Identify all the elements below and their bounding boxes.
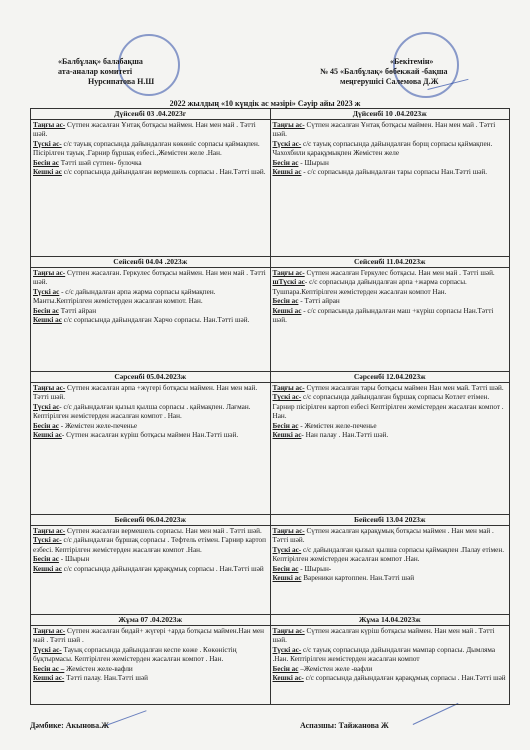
meal-text: Пісірілген тауық .Гарнир бұршақ езбесі.,Жемістен желе .Нан.: [33, 149, 222, 158]
day-header: Дүйсенбі 10 .04.2023ж: [270, 109, 510, 120]
day-menu-cell: [270, 383, 510, 515]
day-header: Жұма 14.04.2023ж: [270, 615, 510, 626]
meal-line: [273, 307, 508, 326]
meal-line: [33, 565, 268, 574]
meal-line: [273, 393, 508, 421]
meal-label: Бесін ас: [272, 564, 299, 573]
meal-line: [273, 422, 508, 431]
meal-text: с/с дайындалған бұршақ сорпасы . Тефтель етімен. Гарнир картоп езбесі. Кептірілген жемістерден жасалған компот .Нан.: [33, 536, 266, 554]
meal-label: Түскі ас: [33, 287, 60, 296]
meal-text: с/с сорпасында дайындалған вермешель сорпасы . Нан.Тәтті шәй.: [61, 168, 266, 177]
meal-label: Түскі ас-: [272, 545, 302, 554]
meal-label: Кешкі ас: [272, 431, 302, 440]
meal-text: - с/с сорпасында дайындалған арпа +жарма сорпасы. Тушпара.Кептірілген жемістерден жасалған компот Нан.: [272, 278, 467, 296]
day-header: Дүйсенбі 03 .04.2023г: [31, 109, 271, 120]
meal-label: Кешкі ас: [33, 316, 62, 325]
day-menu-row: [31, 120, 510, 257]
meal-text: Тәтті палау. Нан.Тәтті шәй: [64, 674, 148, 683]
meal-label: Таңғы ас-: [272, 384, 305, 392]
day-menu-cell: [31, 120, 271, 257]
director-approval: [320, 57, 447, 87]
meal-line: [33, 627, 268, 646]
meal-line: [33, 422, 268, 431]
meal-text: Тәтті айран: [58, 306, 97, 315]
day-header-row: [31, 615, 510, 626]
meal-text: Вареники картоппен. Нан.Тәтті шәй: [301, 574, 415, 583]
day-menu-cell: [270, 120, 510, 257]
meal-line: [273, 168, 508, 177]
meal-line: [33, 269, 268, 288]
meal-line: [33, 121, 268, 140]
day-menu-row: [31, 268, 510, 372]
meal-text: Тауық сорпасында дайындалған кеспе көже . Көкөністің бұқтырмасы. Кептірілген жемістерден жасалған компот . Нан.: [33, 645, 237, 664]
approval-line-3: меңгерушісі Салемова Д.Ж: [340, 77, 439, 86]
meal-label: Түскі ас-: [272, 645, 302, 654]
day-header: Бейсенбі 06.04.2023ж: [31, 515, 271, 526]
meal-line: [33, 307, 268, 316]
meal-text: - Тәтті айран: [298, 297, 340, 306]
meal-label: Кешкі ас-: [33, 674, 65, 683]
meal-label: Бесін ас: [33, 421, 59, 430]
meal-label: Түскі ас-: [33, 645, 62, 654]
committee-line-2: ата-аналар комитеті: [58, 67, 133, 76]
meal-text: Сүтпен жасалған вермешель сорпасы. Нан мен май . Тәтті шәй.: [65, 527, 262, 535]
meal-label: Таңғы ас-: [272, 527, 305, 535]
meal-label: Таңғы ас-: [272, 121, 305, 129]
meal-text: с/с сорпасында дайындалған Харчо сорпасы. Нан.Тәтті шәй.: [61, 316, 250, 325]
meal-label: Кешкі ас-: [272, 674, 304, 683]
meal-text: Сүтпен жасалған. Геркулес ботқасы маймен. Нан мен май . Тәтті шәй.: [33, 269, 266, 287]
meal-label: Бесін ас: [272, 297, 299, 306]
day-menu-cell: [270, 268, 510, 372]
meal-line: [273, 527, 508, 546]
meal-label: Түскі ас-: [272, 139, 302, 148]
day-header-row: [31, 372, 510, 383]
meal-line: [273, 546, 508, 565]
meal-text: Сүтпен жасалған бидай+ жүгері +арда ботқасы маймен.Нан мен май . Тәтті шәй .: [33, 627, 265, 645]
day-header-row: [31, 257, 510, 268]
meal-text: с/с сорпасында дайындалған қарақұмық сорпасы . Нан.Тәтті шәй: [61, 564, 264, 573]
meal-label: Таңғы ас-: [272, 627, 305, 635]
day-header: Сейсенбі 11.04.2023ж: [270, 257, 510, 268]
meal-text: - с/с сорпасында дайындалған тары сорпасы Нан.Тәтті шәй.: [301, 168, 488, 177]
meal-label: Кешкі ас: [272, 574, 302, 583]
meal-text: с/с сорпасында дайындалған қарақұмық сорпасы . Нан.Тәтті шәй: [303, 674, 506, 683]
day-menu-row: [31, 383, 510, 515]
meal-line: [273, 431, 508, 440]
meal-label: Бесін ас: [33, 555, 59, 564]
meal-text: - с/с сорпасында дайындалған маш +күріш сорпасы Нан.Тәтті шәй.: [272, 306, 494, 325]
meal-line: [33, 384, 268, 403]
day-header: Жұма 07 .04.2023ж: [31, 615, 271, 626]
meal-text: с/с дайындалған қызыл қылша сорпасы қаймақпен .Палау етімен. Кептірілген жемістерден жасалған компот .Нан.: [272, 545, 504, 564]
meal-line: [33, 159, 268, 168]
approval-line-1: «Бекітемін»: [390, 57, 434, 66]
meal-label: Бесін ас: [272, 664, 299, 673]
day-menu-cell: [31, 268, 271, 372]
meal-text: - Жемістен желе-печенье: [58, 421, 138, 430]
meal-line: [273, 269, 508, 278]
meal-text: - с/с дайындалған арпа жарма сорпасы қаймақпен. Манты.Кептірілген жемістерден жасалған компот. Нан.: [33, 287, 216, 306]
meal-label: Түскі ас-: [33, 536, 62, 545]
meal-text: Сүтпен жасалған күріш ботқасы маймен. Нан мен май . Тәтті шәй.: [272, 627, 495, 645]
meal-label: Таңғы ас-: [272, 269, 305, 277]
committee-line-1: «Балбұлақ» балабақша: [58, 57, 143, 66]
meal-text: Сүтпен жасалған тары ботқасы маймен Нан мен май. Тәтті шәй.: [304, 384, 504, 392]
day-header: Сейсенбі 04.04 .2023ж: [31, 257, 271, 268]
meal-line: [273, 674, 508, 683]
meal-text: Сүтпен жасалған арпа +жүгері ботқасы маймен. Нан мен май. Тәтті шәй.: [33, 384, 258, 402]
meal-label: Кешкі ас: [33, 564, 62, 573]
meal-label: Бесін ас: [272, 158, 299, 167]
meal-line: [273, 384, 508, 393]
nurse-signature-line: Дәмбике: Акынова.Ж: [30, 721, 110, 730]
meal-line: [273, 297, 508, 306]
meal-text: Сүтпен жасалған Ұнтақ ботқасы маймен. Нан мен май . Тәтті шәй.: [272, 121, 496, 139]
day-menu-cell: [31, 526, 271, 615]
meal-line: [273, 121, 508, 140]
meal-label: Таңғы ас-: [33, 269, 66, 277]
meal-label: Таңғы ас-: [33, 627, 66, 635]
day-menu-row: [31, 626, 510, 705]
meal-line: [273, 646, 508, 665]
day-menu-cell: [270, 626, 510, 705]
meal-label: Бесін ас: [33, 306, 59, 315]
meal-label: Кешкі ас: [33, 168, 62, 177]
meal-text: Сүтпен жасалған Геркулес ботқасы. Нан мен май . Тәтті шәй.: [304, 269, 495, 277]
menu-title: 2022 жылдың «10 күндік ас мәзірі» Сәуір айы 2023 ж: [169, 99, 361, 108]
meal-label: шТүскі ас: [272, 278, 305, 287]
meal-label: Кешкі ас: [272, 168, 302, 177]
cook-signature-line: Аспазшы: Тайжанова Ж: [300, 721, 389, 730]
meal-text: - с/с дайындалған қызыл қылша сорпасы . қаймақпен. Лағман. Кептірілген жемістерден жасалған компот . Нан.: [33, 402, 251, 421]
meal-text: - Шырын-: [298, 564, 332, 573]
meal-label: Бесін ас: [33, 158, 59, 167]
approval-line-2: № 45 «Балбұлақ» бөбекжай -бақша: [320, 67, 448, 76]
meal-text: Жемістен желе-вафли: [64, 664, 133, 673]
meal-text: с/с сорпасында дайындалған бұршақ сорпасы Котлет етімен. Гарнир пісірілген картоп езбесі Кептірілген жемістерден жасалған компот . Нан.: [272, 393, 504, 421]
meal-line: [33, 140, 268, 149]
meal-label: Түскі ас-: [272, 393, 302, 402]
meal-text: Сүтпен жасалған Ұнтақ ботқасы маймен. Нан мен май . Тәтті шәй.: [33, 121, 256, 139]
meal-text: - Шырын: [58, 555, 90, 564]
meal-line: [273, 665, 508, 674]
committee-line-3: Нурсипатова Н.Ш: [88, 77, 155, 86]
meal-line: [33, 555, 268, 564]
meal-line: [33, 646, 268, 665]
meal-label: Таңғы ас-: [33, 527, 66, 535]
meal-line: [273, 565, 508, 574]
meal-line: [33, 431, 268, 440]
meal-line: [33, 665, 268, 674]
day-menu-cell: [31, 383, 271, 515]
meal-line: [33, 288, 268, 307]
meal-line: [33, 403, 268, 422]
day-header-row: [31, 515, 510, 526]
committee-approval: [58, 57, 154, 87]
meal-line: [33, 168, 268, 177]
meal-line: [33, 536, 268, 555]
meal-text: - Нан палау . Нан.Тәтті шәй.: [301, 431, 389, 440]
meal-line: [273, 159, 508, 168]
day-header: Сәрсенбі 12.04.2023ж: [270, 372, 510, 383]
meal-label: Түскі ас-: [33, 139, 62, 148]
meal-text: Тәтті шәй сүтпен- булочка: [58, 158, 142, 167]
meal-line: [273, 627, 508, 646]
menu-table: [30, 108, 510, 705]
meal-label: Бесін ас: [272, 421, 299, 430]
meal-label: Кешкі ас: [272, 306, 302, 315]
meal-text: с/с тауық сорпасында дайындалған борщ сорпасы қаймақпен. Чахохбили қарақұмықпен Жемістен желе: [272, 139, 493, 158]
meal-line: [33, 149, 268, 158]
meal-text: - Жемістен желе-печенье: [298, 421, 377, 430]
meal-label: Таңғы ас-: [33, 121, 66, 129]
meal-label: Таңғы ас-: [33, 384, 66, 392]
meal-line: [273, 574, 508, 583]
meal-line: [273, 140, 508, 159]
meal-text: –Жемістен желе -вафли: [298, 664, 373, 673]
meal-label: Түскі ас: [33, 402, 60, 411]
meal-text: - Сүтпен жасалған күріш ботқасы маймен Нан.Тәтті шәй.: [61, 431, 239, 440]
meal-line: [33, 674, 268, 683]
day-menu-cell: [270, 526, 510, 615]
meal-text: с/с тауық сорпасында дайындалған мампар сорпасы. Дымляма .Нан. Кептірілген жемістерден жасалған компот: [272, 645, 496, 664]
day-header: Сәрсенбі 05.04.2023ж: [31, 372, 271, 383]
day-menu-row: [31, 526, 510, 615]
meal-text: - Шырын: [298, 158, 329, 167]
meal-text: с/с тауық сорпасында дайындалған көкөніс сорпасы қаймақпен.: [61, 139, 260, 148]
meal-line: [33, 527, 268, 536]
meal-label: Бесін ас –: [33, 664, 65, 673]
day-menu-cell: [31, 626, 271, 705]
day-header: Бейсенбі 13.04 2023ж: [270, 515, 510, 526]
meal-line: [273, 278, 508, 297]
meal-line: [33, 316, 268, 325]
meal-text: Сүтпен жасалған қарақұмық ботқасы маймен . Нан мен май . Тәтті шәй.: [272, 527, 494, 545]
meal-label: Кешкі ас: [33, 431, 62, 440]
day-header-row: [31, 109, 510, 120]
